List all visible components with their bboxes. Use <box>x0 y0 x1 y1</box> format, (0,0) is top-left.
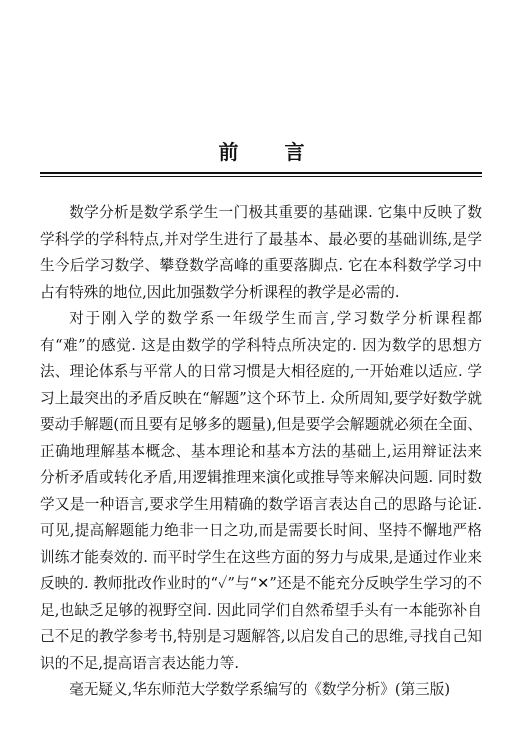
title-rule-thin <box>40 176 482 177</box>
title-rule-thick <box>40 172 482 174</box>
preface-body <box>40 200 482 704</box>
page-title <box>0 136 525 165</box>
paragraph-2: 对于刚入学的数学系一年级学生而言,学习数学分析课程都有“难”的感觉. 这是由数学的学科特点所决定的. 因为数学的思想方法、理论体系与平常人的日常习惯是大相径庭的,一开始难以适应. 学习上最突出的矛盾反映在“解题”这个环节上. 众所周知,要学好数学就要动手解题(而且要有足够多的题量),但是要学会解题就必须在全面、正确地理解基本概念、基本理论和基本方法的基础上,运用辩证法来分析矛盾或转化矛盾,用逻辑推理来演化或推导等来解决问题. 同时数学又是一种语言,要求学生用精确的数学语言表达自己的思路与论证. 可见,提高解题能力绝非一日之功,而是需要长时间、坚持不懈地严格训练才能奏效的. 而平时学生在这些方面的努力与成果,是通过作业来反映的. 教师批改作业时的“✓”与“✕”还是不能充分反映学生学习的不足,也缺乏足够的视野空间. 因此同学们自然希望手头有一本能弥补自己不足的教学参考书,特别是习题解答,以启发自己的思维,寻找自己知识的不足,提高语言表达能力等. <box>40 310 482 672</box>
paragraph-1: 数学分析是数学系学生一门极其重要的基础课. 它集中反映了数学科学的学科特点,并对学生进行了最基本、最必要的基础训练,是学生今后学习数学、攀登数学高峰的重要落脚点. 它在本科数学学习中占有特殊的地位,因此加强数学分析课程的教学是必需的. <box>40 204 482 301</box>
paragraph-3: 毫无疑义,华东师范大学数学系编写的《数学分析》(第三版) <box>69 681 451 698</box>
title-char-2: 言 <box>284 140 307 164</box>
title-char-1: 前 <box>218 140 241 164</box>
